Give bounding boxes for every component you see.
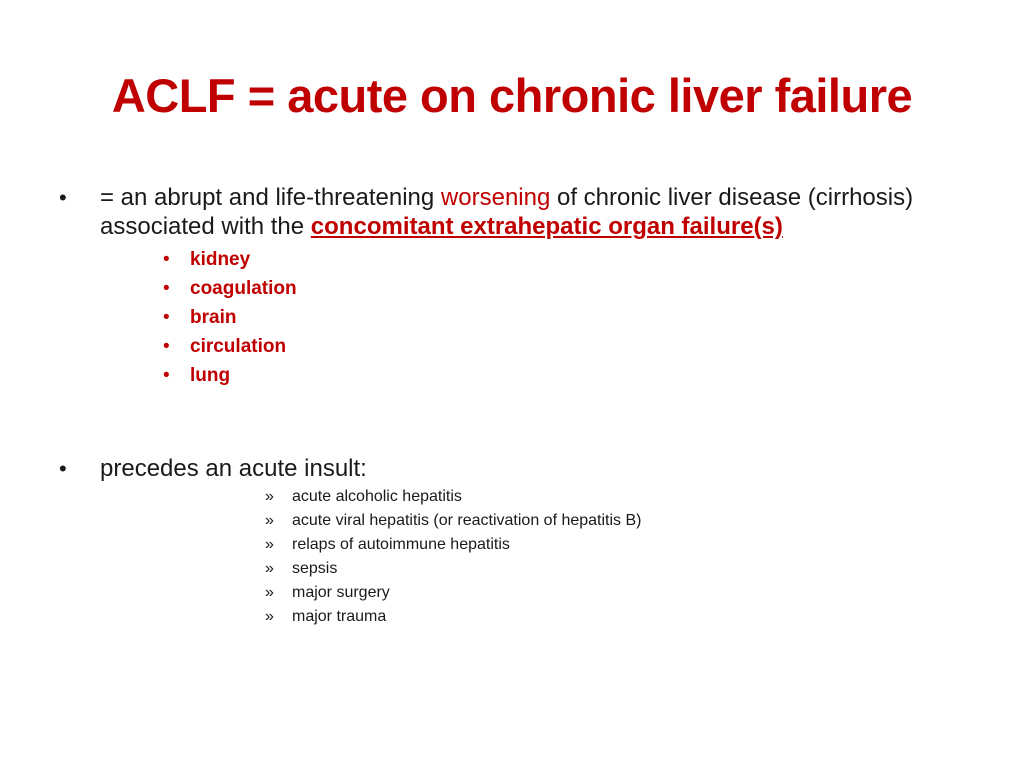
insult-label: major trauma xyxy=(292,608,387,625)
organ-label: circulation xyxy=(190,336,287,357)
insult-bullet xyxy=(59,454,959,629)
definition-bullet xyxy=(59,183,959,390)
sub-bullet-dot-icon: • xyxy=(163,249,170,270)
insult-item xyxy=(265,509,959,533)
double-chevron-icon: » xyxy=(265,536,274,553)
bullet-dot-icon: • xyxy=(59,456,67,481)
organ-label: lung xyxy=(190,365,231,386)
double-chevron-icon: » xyxy=(265,488,274,505)
definition-middle: of chronic liver disease (cirrhosis) associated with the xyxy=(100,184,914,240)
double-chevron-icon: » xyxy=(265,608,274,625)
organ-item xyxy=(163,332,959,361)
organ-failure-emphasis: concomitant extrahepatic organ failure(s) xyxy=(310,213,783,240)
sub-bullet-dot-icon: • xyxy=(163,307,170,328)
organ-list xyxy=(59,245,959,390)
insult-item xyxy=(265,605,959,629)
insult-list xyxy=(59,485,959,629)
insult-item xyxy=(265,485,959,509)
organ-item xyxy=(163,303,959,332)
insult-label: acute viral hepatitis (or reactivation of hepatitis B) xyxy=(292,512,642,529)
insult-item xyxy=(265,533,959,557)
insult-label: sepsis xyxy=(292,560,338,577)
worsening-term: worsening xyxy=(440,184,551,211)
slide-title: ACLF = acute on chronic liver failure xyxy=(111,69,913,122)
organ-label: kidney xyxy=(190,249,251,270)
double-chevron-icon: » xyxy=(265,512,274,529)
insult-item xyxy=(265,581,959,605)
bullet-dot-icon: • xyxy=(59,185,67,210)
insult-label: major surgery xyxy=(292,584,390,601)
insult-heading-line xyxy=(59,454,959,483)
definition-prefix: = an abrupt and life-threatening xyxy=(100,184,441,211)
organ-item xyxy=(163,274,959,303)
insult-label: acute alcoholic hepatitis xyxy=(292,488,462,505)
double-chevron-icon: » xyxy=(265,584,274,601)
insult-item xyxy=(265,557,959,581)
definition-text xyxy=(59,183,959,241)
double-chevron-icon: » xyxy=(265,560,274,577)
sub-bullet-dot-icon: • xyxy=(163,365,170,386)
sub-bullet-dot-icon: • xyxy=(163,278,170,299)
organ-label: coagulation xyxy=(190,278,297,299)
insult-heading: precedes an acute insult: xyxy=(100,455,367,482)
organ-item xyxy=(163,245,959,274)
sub-bullet-dot-icon: • xyxy=(163,336,170,357)
insult-label: relaps of autoimmune hepatitis xyxy=(292,536,510,553)
organ-label: brain xyxy=(190,307,237,328)
organ-item xyxy=(163,361,959,390)
